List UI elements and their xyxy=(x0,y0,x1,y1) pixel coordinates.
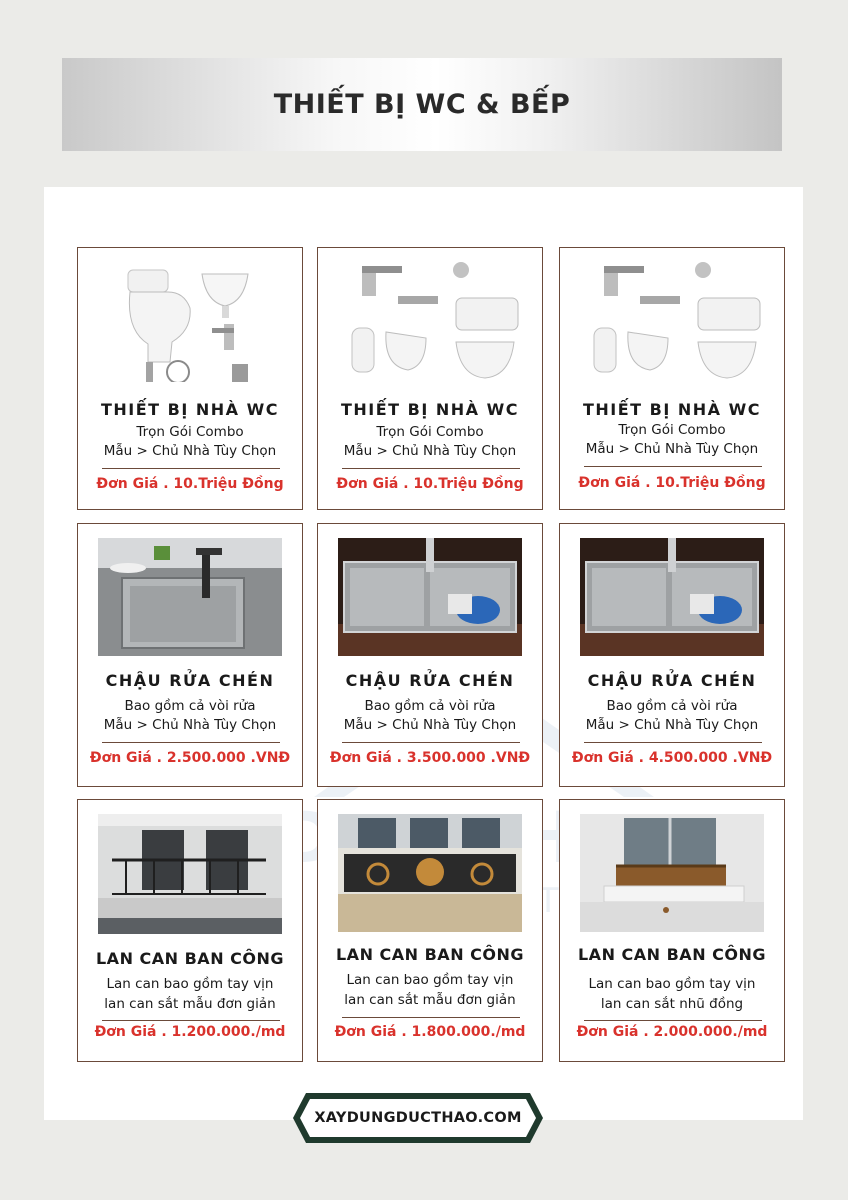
card-title: LAN CAN BAN CÔNG xyxy=(335,945,525,964)
sink-single-image xyxy=(98,538,282,656)
header-band xyxy=(62,58,782,151)
card-subtitle: Bao gồm cả vòi rửa xyxy=(364,698,496,714)
page-title: THIẾT BỊ WC & BẾP xyxy=(273,89,571,120)
card-divider xyxy=(584,1020,762,1021)
product-card[interactable] xyxy=(77,799,303,1062)
product-card[interactable] xyxy=(559,799,785,1062)
balcony-simple-image xyxy=(98,814,282,934)
card-note: lan can sắt nhũ đồng xyxy=(600,996,744,1012)
card-price: Đơn Giá . 10.Triệu Đồng xyxy=(578,475,766,491)
balcony-ornate-image xyxy=(338,814,522,932)
card-price: Đơn Giá . 10.Triệu Đồng xyxy=(96,476,284,492)
card-subtitle: Trọn Gói Combo xyxy=(136,424,244,440)
card-note: Mẫu > Chủ Nhà Tùy Chọn xyxy=(585,717,759,733)
card-title: THIẾT BỊ NHÀ WC xyxy=(582,400,761,419)
card-divider xyxy=(342,1017,520,1018)
product-card[interactable] xyxy=(559,523,785,787)
sink-double-image xyxy=(580,538,764,656)
card-title: CHẬU RỬA CHÉN xyxy=(105,671,275,690)
card-price: Đơn Giá . 4.500.000 .VNĐ xyxy=(571,750,773,766)
card-subtitle: Trọn Gói Combo xyxy=(376,424,484,440)
card-divider xyxy=(584,466,762,467)
card-note: lan can sắt mẫu đơn giản xyxy=(344,992,516,1008)
card-note: Mẫu > Chủ Nhà Tùy Chọn xyxy=(585,441,759,457)
card-note: lan can sắt mẫu đơn giản xyxy=(104,996,276,1012)
website-link[interactable]: XAYDUNGDUCTHAO.COM xyxy=(314,1110,522,1126)
card-note: Mẫu > Chủ Nhà Tùy Chọn xyxy=(343,717,517,733)
card-title: THIẾT BỊ NHÀ WC xyxy=(100,400,279,419)
card-divider xyxy=(102,468,280,469)
card-title: THIẾT BỊ NHÀ WC xyxy=(340,400,519,419)
card-subtitle: Bao gồm cả vòi rửa xyxy=(124,698,256,714)
sink-double-image xyxy=(338,538,522,656)
card-subtitle: Bao gồm cả vòi rửa xyxy=(606,698,738,714)
card-note: Mẫu > Chủ Nhà Tùy Chọn xyxy=(343,443,517,459)
bathroom-set-image xyxy=(580,258,764,382)
product-card[interactable] xyxy=(317,523,543,787)
card-price: Đơn Giá . 2.500.000 .VNĐ xyxy=(89,750,291,766)
product-card[interactable] xyxy=(317,247,543,510)
card-price: Đơn Giá . 2.000.000./md xyxy=(576,1024,768,1040)
product-card[interactable] xyxy=(559,247,785,510)
toilet-combo-image xyxy=(98,258,282,382)
card-note: Mẫu > Chủ Nhà Tùy Chọn xyxy=(103,443,277,459)
card-divider xyxy=(102,1020,280,1021)
card-divider xyxy=(584,742,762,743)
card-subtitle: Lan can bao gồm tay vịn xyxy=(588,976,756,992)
product-card[interactable] xyxy=(77,247,303,510)
card-note: Mẫu > Chủ Nhà Tùy Chọn xyxy=(103,717,277,733)
card-price: Đơn Giá . 3.500.000 .VNĐ xyxy=(329,750,531,766)
website-badge[interactable] xyxy=(292,1092,544,1144)
balcony-copper-image xyxy=(580,814,764,932)
card-divider xyxy=(342,468,520,469)
card-title: CHẬU RỬA CHÉN xyxy=(345,671,515,690)
bathroom-set-image xyxy=(338,258,522,382)
card-subtitle: Trọn Gói Combo xyxy=(618,422,726,438)
product-card[interactable] xyxy=(317,799,543,1062)
card-subtitle: Lan can bao gồm tay vịn xyxy=(346,972,514,988)
product-card[interactable] xyxy=(77,523,303,787)
card-title: LAN CAN BAN CÔNG xyxy=(95,949,285,968)
card-price: Đơn Giá . 1.200.000./md xyxy=(94,1024,286,1040)
card-title: LAN CAN BAN CÔNG xyxy=(577,945,767,964)
card-divider xyxy=(102,742,280,743)
card-price: Đơn Giá . 1.800.000./md xyxy=(334,1024,526,1040)
card-divider xyxy=(342,742,520,743)
card-title: CHẬU RỬA CHÉN xyxy=(587,671,757,690)
card-price: Đơn Giá . 10.Triệu Đồng xyxy=(336,476,524,492)
card-subtitle: Lan can bao gồm tay vịn xyxy=(106,976,274,992)
